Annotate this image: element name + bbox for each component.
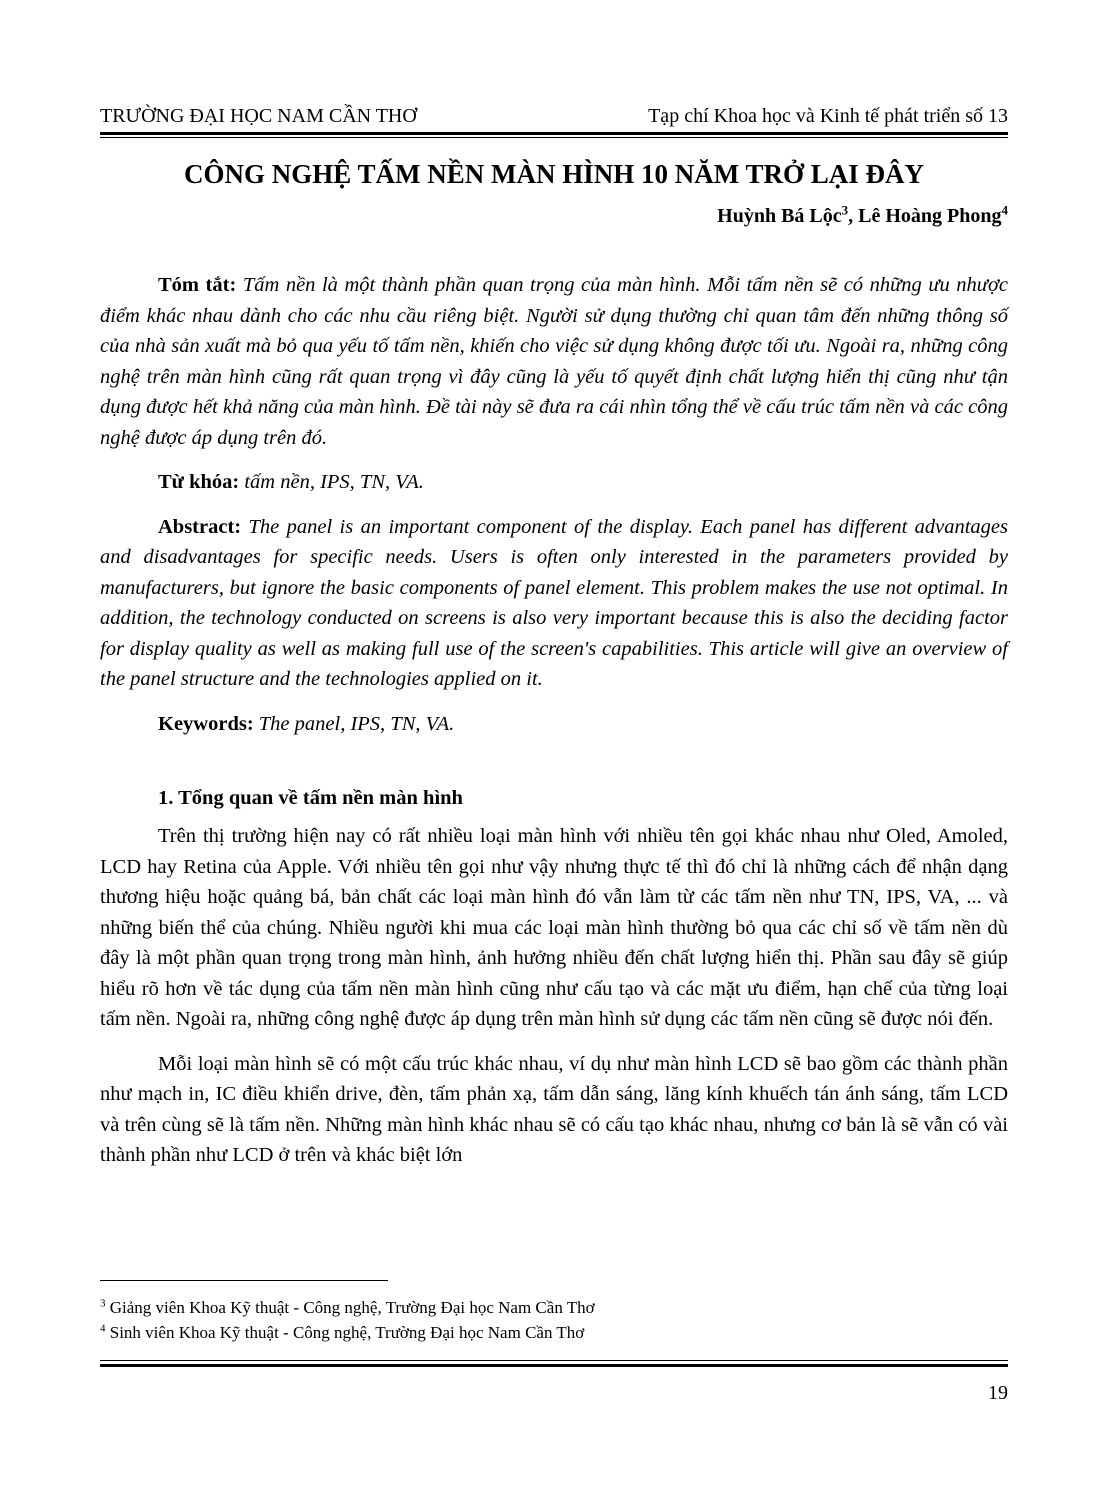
running-header (100, 104, 1008, 128)
body-paragraph: Trên thị trường hiện nay có rất nhiều loại màn hình với nhiều tên gọi khác nhau như Oled, Amoled, LCD hay Retina của Apple. Với nhiều tên gọi như vậy nhưng thực tế thì đó chỉ là những cách để nhận dạng thương hiệu hoặc quảng bá, bản chất các loại màn hình đó vẫn làm từ các tấm nền như TN, IPS, VA, ... và những biến thể của chúng. Nhiều người khi mua các loại màn hình thường bỏ qua các chỉ số về tấm nền dù đây là một phần quan trọng trong màn hình, ảnh hưởng nhiều đến chất lượng hiển thị. Phần sau đây sẽ giúp hiểu rõ hơn về tác dụng của tấm nền màn hình cũng như cấu tạo và các mặt ưu điểm, hạn chế của từng loại tấm nền. Ngoài ra, những công nghệ được áp dụng trên màn hình sử dụng các tấm nền cũng sẽ được nói đến. (100, 825, 1008, 1030)
keywords-vi-label: Từ khóa: (158, 471, 240, 493)
footnote (100, 1295, 1008, 1320)
keywords-en-label: Keywords: (158, 712, 254, 735)
footnote-text: Giảng viên Khoa Kỹ thuật - Công nghệ, Trường Đại học Nam Cần Thơ (109, 1298, 595, 1317)
page-number: 19 (988, 1382, 1008, 1404)
header-university: TRƯỜNG ĐẠI HỌC NAM CẦN THƠ (100, 105, 417, 127)
paper-body (100, 270, 1008, 1171)
abstract-english (100, 512, 1008, 695)
footnote-text: Sinh viên Khoa Kỹ thuật - Công nghệ, Trường Đại học Nam Cần Thơ (109, 1323, 585, 1342)
keywords-vietnamese (100, 467, 1008, 498)
footnote (100, 1320, 1008, 1345)
footer-rule-thin (100, 1360, 1008, 1361)
paper-title: CÔNG NGHỆ TẤM NỀN MÀN HÌNH 10 NĂM TRỞ LẠI ĐÂY (183, 159, 925, 189)
body-paragraph: Mỗi loại màn hình sẽ có một cấu trúc khác nhau, ví dụ như màn hình LCD sẽ bao gồm các thành phần như mạch in, IC điều khiển drive, đèn, tấm phản xạ, tấm dẫn sáng, lăng kính khuếch tán ánh sáng, tấm LCD và trên cùng sẽ là tấm nền. Những màn hình khác nhau sẽ có cấu tạo khác nhau, nhưng cơ bản là sẽ vẫn có vài thành phần như LCD ở trên và khác biệt lớn (100, 1052, 1008, 1166)
footnote-mark: 4 (100, 1322, 106, 1335)
abstract-en-text: The panel is an important component of the display. Each panel has different advantages and disadvantages for specific needs. Users is often only interested in the parameters provided by manufacturers, but ignore the basic components of panel element. This problem makes the use not optimal. In addition, the technology conducted on screens is also very important because this is also the deciding factor for display quality as well as making full use of the screen's capabilities. This article will give an overview of the panel structure and the technologies applied on it. (100, 515, 1008, 690)
abstract-vi-text: Tấm nền là một thành phần quan trọng của màn hình. Mỗi tấm nền sẽ có những ưu nhược điểm khác nhau dành cho các nhu cầu riêng biệt. Người sử dụng thường chỉ quan tâm đến những thông số của nhà sản xuất mà bỏ qua yếu tố tấm nền, khiến cho việc sử dụng không được tối ưu. Ngoài ra, những công nghệ trên màn hình cũng rất quan trọng vì đây cũng là yếu tố quyết định chất lượng hiển thị cũng như tận dụng được hết khả năng của màn hình. Đề tài này sẽ đưa ra cái nhìn tổng thể về cấu trúc tấm nền và các công nghệ được áp dụng trên đó. (100, 274, 1009, 449)
keywords-english (100, 709, 1008, 740)
keywords-en-text: The panel, IPS, TN, VA. (258, 712, 455, 735)
author-name: Huỳnh Bá Lộc (717, 205, 842, 227)
footnotes (100, 1295, 1008, 1345)
footer-rule (100, 1364, 1008, 1367)
header-rule (100, 132, 1008, 135)
section-heading: 1. Tổng quan về tấm nền màn hình (158, 787, 463, 809)
author-line (100, 203, 1008, 229)
keywords-vi-text: tấm nền, IPS, TN, VA. (244, 471, 424, 493)
author-footnote-mark: 3 (841, 202, 849, 218)
abstract-vi-label: Tóm tắt: (158, 274, 237, 296)
abstract-vietnamese (100, 270, 1008, 453)
footnote-mark: 3 (100, 1297, 106, 1310)
author-separator: , (848, 205, 859, 227)
author-name: Lê Hoàng Phong (858, 205, 1002, 227)
header-journal: Tạp chí Khoa học và Kinh tế phát triển số 13 (648, 105, 1008, 127)
author-footnote-mark: 4 (1001, 202, 1008, 218)
footnote-separator (100, 1280, 388, 1281)
abstract-en-label: Abstract: (158, 515, 242, 538)
header-rule-thin (100, 137, 1008, 138)
